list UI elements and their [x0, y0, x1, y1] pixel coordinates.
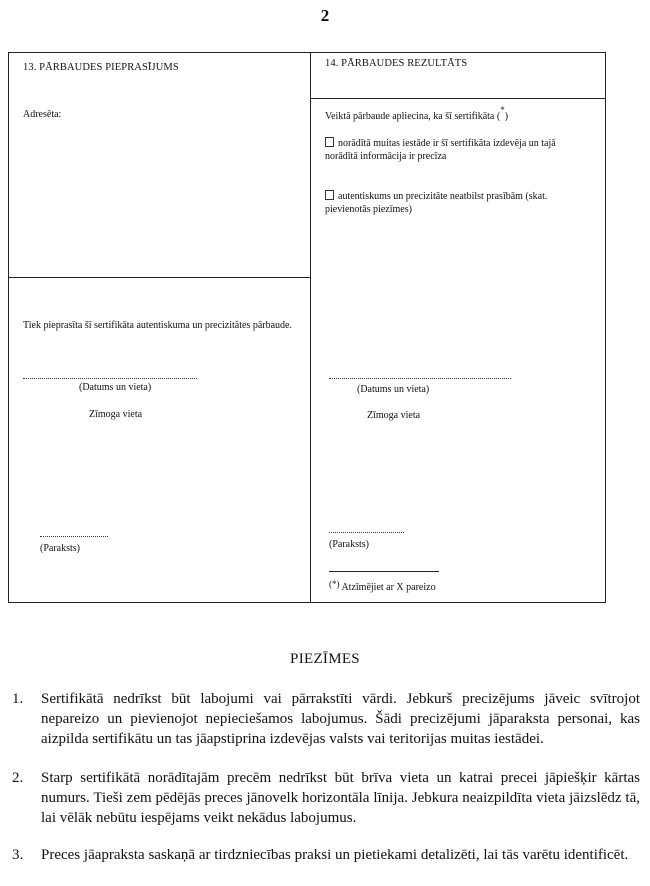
- result-signature-line[interactable]: [329, 532, 404, 533]
- note-text: Sertifikātā nedrīkst būt labojumi vai pārrakstīti vārdi. Jebkurš precizējums jāveic svītrojot nepareizo un pievienojot nepieciešamos labojumus. Šādi precizējumi jāparaksta personai, kas aizpilda sertifikātu un tas jāapstiprina izdevējas valsts vai teritorijas muitas iestādei.: [41, 691, 640, 747]
- box-14-verification-result: [311, 53, 605, 602]
- box-14-header: 14. PĀRBAUDES REZULTĀTS: [325, 58, 468, 69]
- box-13-verification-request: [9, 53, 311, 602]
- note-item-1: [12, 689, 640, 749]
- result-date-place-line[interactable]: [329, 378, 511, 379]
- box-13-address-cell: [9, 53, 310, 278]
- option-not-compliant-label: autentiskums un precizitāte neatbilst prasībām (skat. pievienotās piezīmes): [325, 191, 548, 215]
- note-item-2: [12, 768, 640, 828]
- request-text: Tiek pieprasīta šī sertifikāta autentiskuma un precizitātes pārbaude.: [23, 320, 292, 331]
- result-intro: [325, 105, 595, 123]
- option-accurate-checkbox[interactable]: [325, 137, 334, 147]
- footnote: [329, 581, 436, 594]
- signature-line[interactable]: [40, 536, 108, 537]
- note-text: Preces jāapraksta saskaņā ar tirdzniecības praksi un pietiekami detalizēti, lai tās varētu identificēt.: [41, 847, 629, 863]
- note-text: Starp sertifikātā norādītajām precēm nedrīkst būt brīva vieta un katrai precei jāpiešķir kārtas numurs. Tieši zem pēdējās preces jānovelk horizontāla līnija. Jebkura neaizpildīta vieta jāizslēdz tā, lai vēlāk nebūtu iespējams veikt nekādus labojumus.: [41, 770, 640, 826]
- note-number: 2.: [12, 770, 24, 786]
- footnote-text: Atzīmējiet ar X pareizo: [341, 582, 436, 593]
- option-not-compliant-checkbox[interactable]: [325, 190, 334, 200]
- date-place-label: (Datums un vieta): [79, 382, 152, 393]
- box-13-header: 13. PĀRBAUDES PIEPRASĪJUMS: [23, 62, 179, 73]
- note-item-3: [12, 845, 640, 865]
- result-intro-close: ): [504, 111, 509, 122]
- page-number: 2: [320, 6, 330, 25]
- footnote-rule: [329, 571, 439, 572]
- notes-title: PIEZĪMES: [290, 651, 360, 667]
- signature-label: (Paraksts): [40, 543, 80, 554]
- box-14-header-cell: [311, 53, 605, 99]
- result-intro-text: Veiktā pārbaude apliecina, ka šī sertifikāta (: [325, 111, 501, 122]
- option-not-compliant: [325, 190, 587, 216]
- addressed-label: Adresēta:: [23, 109, 62, 120]
- stamp-label: Zīmoga vieta: [89, 409, 143, 420]
- verification-form: [8, 52, 606, 603]
- footnote-mark: (*): [329, 579, 340, 589]
- result-signature-label: (Paraksts): [329, 539, 369, 550]
- option-accurate: [325, 137, 587, 163]
- note-number: 3.: [12, 847, 24, 863]
- option-accurate-label: norādītā muitas iestāde ir šī sertifikāta izdevēja un tajā norādītā informācija ir precīza: [325, 138, 556, 162]
- footnote-mark-inline: *: [500, 105, 505, 115]
- result-stamp-label: Zīmoga vieta: [367, 410, 421, 421]
- note-number: 1.: [12, 691, 24, 707]
- date-place-line[interactable]: [23, 378, 197, 379]
- result-date-place-label: (Datums un vieta): [357, 384, 430, 395]
